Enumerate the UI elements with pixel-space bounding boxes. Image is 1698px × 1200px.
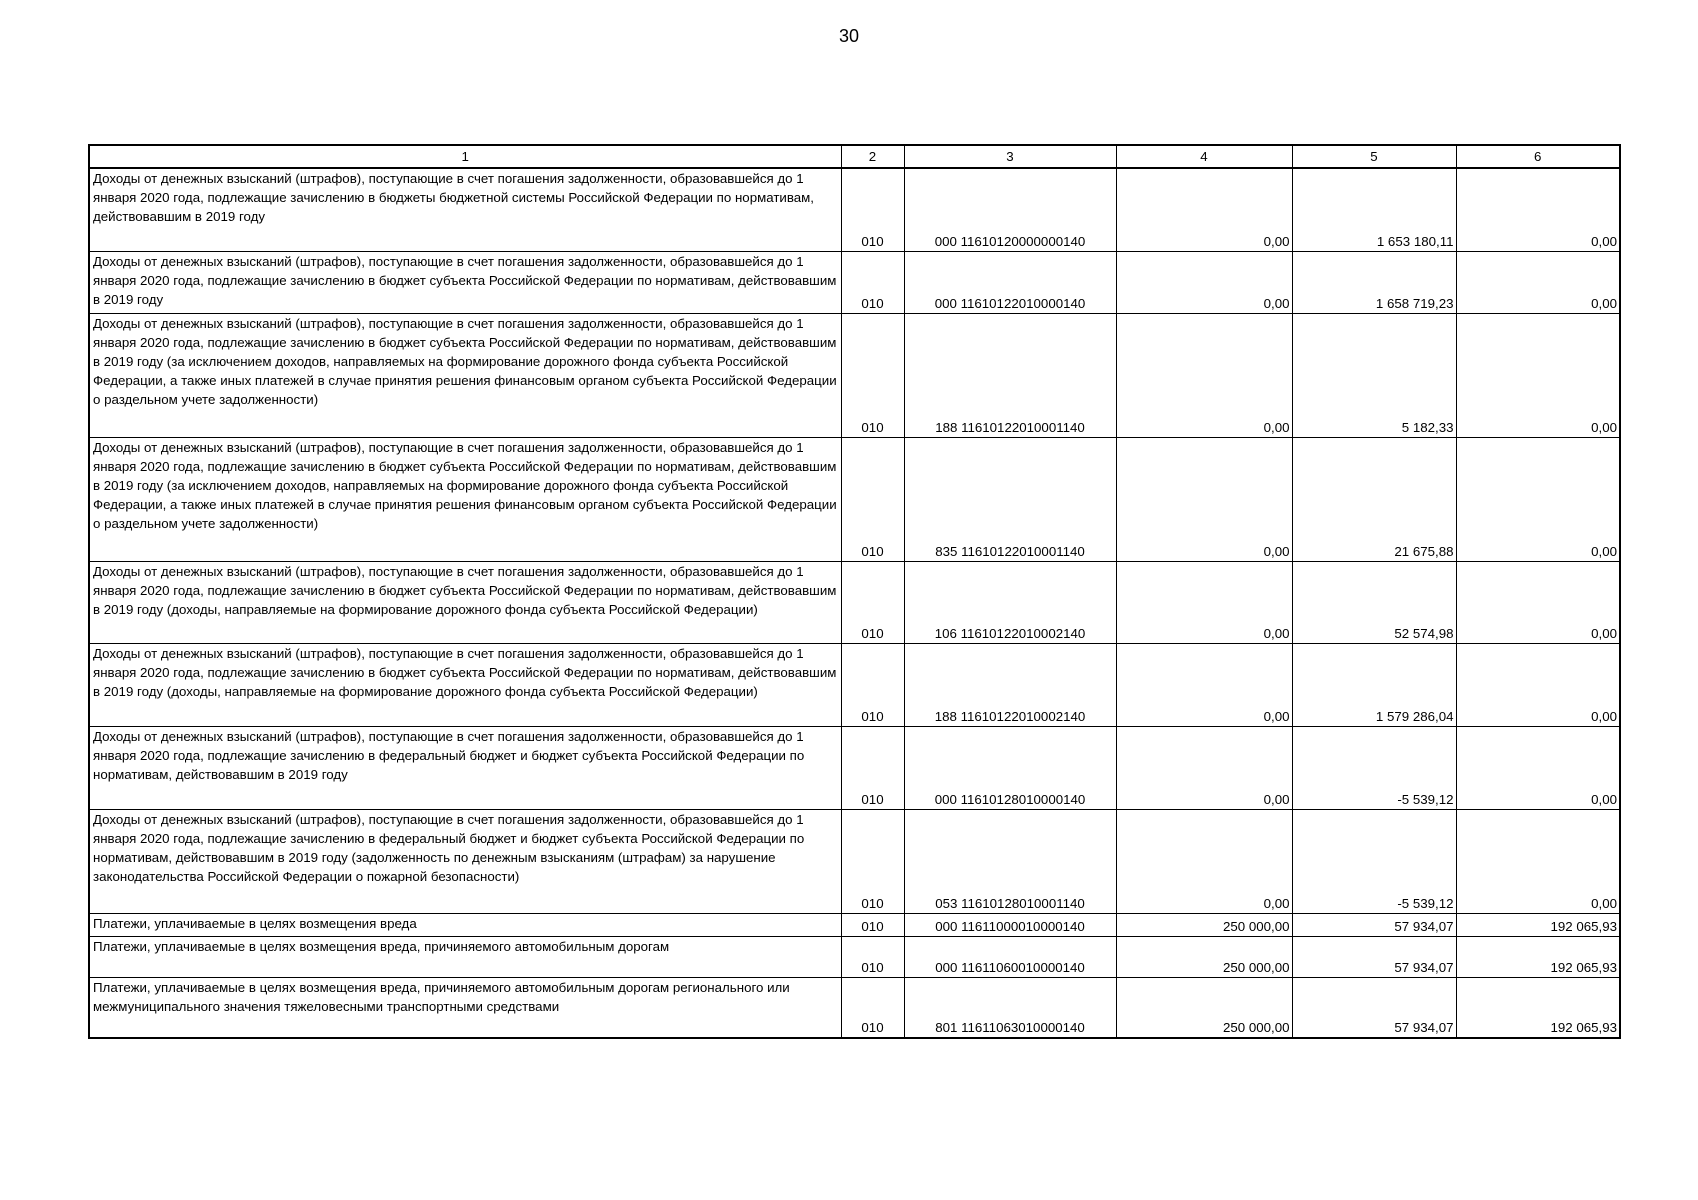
row-description: Доходы от денежных взысканий (штрафов), поступающие в счет погашения задолженности, образовавшейся до 1 января 2020 года, подлежащие зачислению в бюджет субъекта Российской Федерации по нормативам, действовавшим в 2019 году (за исключением доходов, направляемых на формирование дорожного фонда субъекта Российской Федерации, а также иных платежей в случае принятия решения финансовым органом субъекта Российской Федерации о раздельном учете задолженности) [89,313,841,437]
row-col4: 250 000,00 [1116,936,1292,977]
row-code: 010 [841,643,904,726]
row-col4: 0,00 [1116,168,1292,251]
table-row [89,726,1620,809]
row-col4: 0,00 [1116,437,1292,561]
row-kbk: 000 11611060010000140 [904,936,1116,977]
row-col4: 250 000,00 [1116,913,1292,936]
row-col6: 192 065,93 [1456,913,1620,936]
row-kbk: 801 11611063010000140 [904,977,1116,1038]
row-col5: 1 658 719,23 [1292,251,1456,313]
row-code: 010 [841,168,904,251]
row-col5: 52 574,98 [1292,561,1456,643]
row-col6: 0,00 [1456,809,1620,913]
header-col-4: 4 [1116,145,1292,168]
row-col6: 192 065,93 [1456,936,1620,977]
row-kbk: 188 11610122010001140 [904,313,1116,437]
row-col4: 250 000,00 [1116,977,1292,1038]
row-col6: 0,00 [1456,437,1620,561]
row-col6: 192 065,93 [1456,977,1620,1038]
table-row [89,437,1620,561]
row-code: 010 [841,561,904,643]
row-col4: 0,00 [1116,251,1292,313]
row-code: 010 [841,313,904,437]
table-row [89,977,1620,1038]
row-code: 010 [841,913,904,936]
table-row [89,313,1620,437]
row-kbk: 053 11610128010001140 [904,809,1116,913]
row-code: 010 [841,726,904,809]
row-kbk: 106 11610122010002140 [904,561,1116,643]
row-description: Платежи, уплачиваемые в целях возмещения вреда, причиняемого автомобильным дорогам регионального или межмуниципального значения тяжеловесными транспортными средствами [89,977,841,1038]
table-row [89,936,1620,977]
row-description: Платежи, уплачиваемые в целях возмещения вреда [89,913,841,936]
row-kbk: 000 11611000010000140 [904,913,1116,936]
row-col5: 21 675,88 [1292,437,1456,561]
row-description: Доходы от денежных взысканий (штрафов), поступающие в счет погашения задолженности, образовавшейся до 1 января 2020 года, подлежащие зачислению в бюджет субъекта Российской Федерации по нормативам, действовавшим в 2019 году (доходы, направляемые на формирование дорожного фонда субъекта Российской Федерации) [89,561,841,643]
table-row [89,913,1620,936]
row-col6: 0,00 [1456,643,1620,726]
row-description: Доходы от денежных взысканий (штрафов), поступающие в счет погашения задолженности, образовавшейся до 1 января 2020 года, подлежащие зачислению в бюджет субъекта Российской Федерации по нормативам, действовавшим в 2019 году [89,251,841,313]
header-col-5: 5 [1292,145,1456,168]
row-description: Доходы от денежных взысканий (штрафов), поступающие в счет погашения задолженности, образовавшейся до 1 января 2020 года, подлежащие зачислению в бюджеты бюджетной системы Российской Федерации по нормативам, действовавшим в 2019 году [89,168,841,251]
header-col-1: 1 [89,145,841,168]
table-row [89,809,1620,913]
header-col-6: 6 [1456,145,1620,168]
row-col4: 0,00 [1116,561,1292,643]
table-row [89,251,1620,313]
row-col6: 0,00 [1456,313,1620,437]
row-description: Доходы от денежных взысканий (штрафов), поступающие в счет погашения задолженности, образовавшейся до 1 января 2020 года, подлежащие зачислению в бюджет субъекта Российской Федерации по нормативам, действовавшим в 2019 году (доходы, направляемые на формирование дорожного фонда субъекта Российской Федерации) [89,643,841,726]
row-col6: 0,00 [1456,726,1620,809]
row-code: 010 [841,251,904,313]
row-code: 010 [841,977,904,1038]
table-row [89,168,1620,251]
row-col5: 57 934,07 [1292,936,1456,977]
page-number: 30 [838,26,860,46]
table-header-row [89,145,1620,168]
row-col5: 57 934,07 [1292,977,1456,1038]
row-col6: 0,00 [1456,561,1620,643]
row-col4: 0,00 [1116,643,1292,726]
row-col5: -5 539,12 [1292,809,1456,913]
row-code: 010 [841,936,904,977]
header-col-3: 3 [904,145,1116,168]
row-code: 010 [841,437,904,561]
row-col6: 0,00 [1456,251,1620,313]
row-col4: 0,00 [1116,726,1292,809]
row-col5: 5 182,33 [1292,313,1456,437]
row-description: Платежи, уплачиваемые в целях возмещения вреда, причиняемого автомобильным дорогам [89,936,841,977]
row-kbk: 835 11610122010001140 [904,437,1116,561]
row-code: 010 [841,809,904,913]
row-col5: 1 579 286,04 [1292,643,1456,726]
row-description: Доходы от денежных взысканий (штрафов), поступающие в счет погашения задолженности, образовавшейся до 1 января 2020 года, подлежащие зачислению в бюджет субъекта Российской Федерации по нормативам, действовавшим в 2019 году (за исключением доходов, направляемых на формирование дорожного фонда субъекта Российской Федерации, а также иных платежей в случае принятия решения финансовым органом субъекта Российской Федерации о раздельном учете задолженности) [89,437,841,561]
row-col5: 57 934,07 [1292,913,1456,936]
row-kbk: 000 11610120000000140 [904,168,1116,251]
row-kbk: 000 11610122010000140 [904,251,1116,313]
row-kbk: 000 11610128010000140 [904,726,1116,809]
row-kbk: 188 11610122010002140 [904,643,1116,726]
row-col4: 0,00 [1116,809,1292,913]
header-col-2: 2 [841,145,904,168]
row-col5: -5 539,12 [1292,726,1456,809]
row-description: Доходы от денежных взысканий (штрафов), поступающие в счет погашения задолженности, образовавшейся до 1 января 2020 года, подлежащие зачислению в федеральный бюджет и бюджет субъекта Российской Федерации по нормативам, действовавшим в 2019 году (задолженность по денежным взысканиям (штрафам) за нарушение законодательства Российской Федерации о пожарной безопасности) [89,809,841,913]
row-col6: 0,00 [1456,168,1620,251]
row-description: Доходы от денежных взысканий (штрафов), поступающие в счет погашения задолженности, образовавшейся до 1 января 2020 года, подлежащие зачислению в федеральный бюджет и бюджет субъекта Российской Федерации по нормативам, действовавшим в 2019 году [89,726,841,809]
row-col4: 0,00 [1116,313,1292,437]
budget-table [88,144,1621,1039]
row-col5: 1 653 180,11 [1292,168,1456,251]
table-row [89,643,1620,726]
table-row [89,561,1620,643]
